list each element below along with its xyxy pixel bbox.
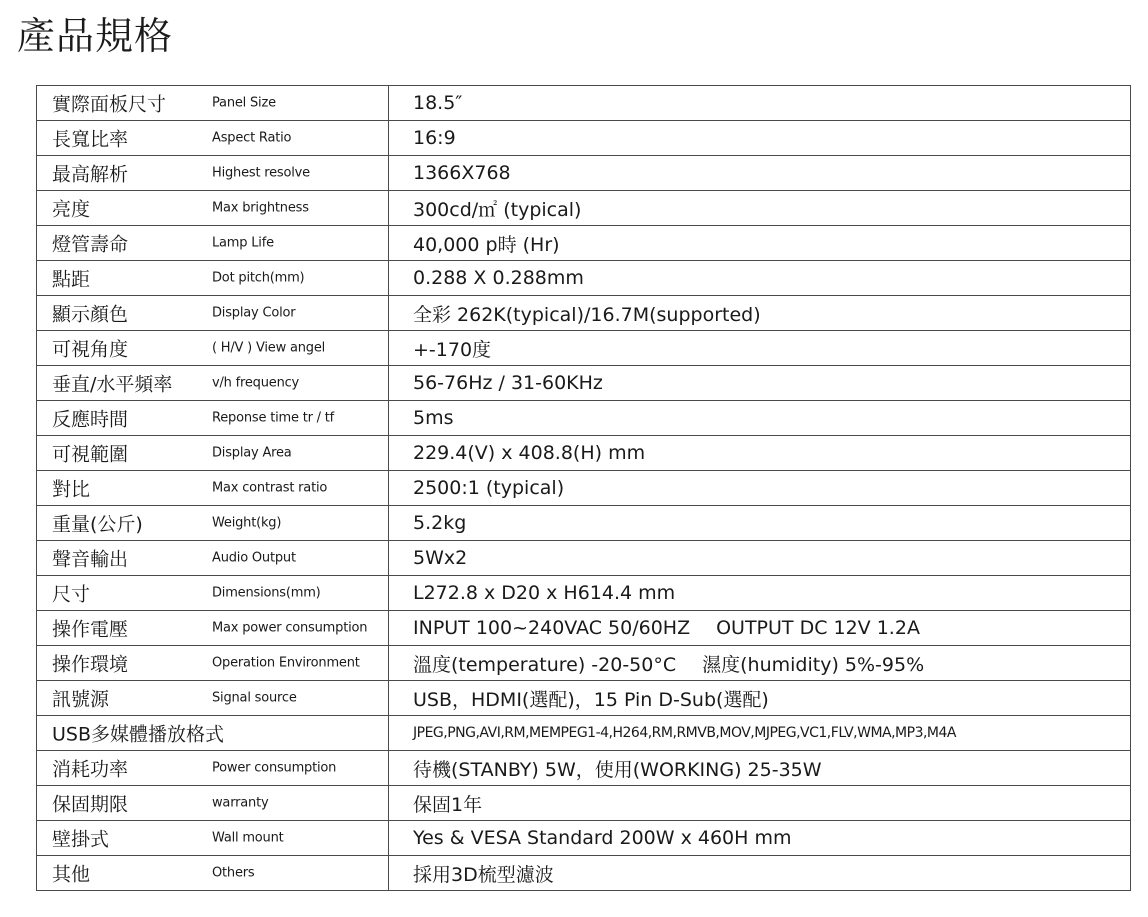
- spec-row-resolution: [37, 156, 1131, 191]
- spec-label-zh: 操作環境: [52, 653, 129, 676]
- spec-label: [37, 646, 389, 681]
- spec-label-en: Audio Output: [212, 550, 296, 566]
- spec-value: 採用3D梳型濾波: [389, 856, 1131, 891]
- spec-row-dimensions: [37, 576, 1131, 611]
- spec-label-en: Operation Environment: [212, 655, 360, 671]
- spec-label-en: Weight(kg): [212, 515, 282, 531]
- spec-label-zh: USB多媒體播放格式: [52, 723, 225, 746]
- spec-row-audio-output: [37, 541, 1131, 576]
- spec-label-en: Dot pitch(mm): [212, 270, 305, 286]
- spec-label-zh: 最高解析: [52, 163, 129, 186]
- page-title: 產品規格: [17, 14, 174, 58]
- spec-row-weight: [37, 506, 1131, 541]
- spec-value: 5.2kg: [389, 506, 1131, 541]
- spec-value: 0.288 X 0.288mm: [389, 261, 1131, 296]
- spec-label-zh: 訊號源: [52, 688, 110, 711]
- spec-row-dot-pitch: [37, 261, 1131, 296]
- spec-label-en: Others: [212, 865, 255, 881]
- spec-label-zh: 其他: [52, 863, 91, 886]
- spec-value: [389, 646, 1131, 681]
- spec-value: L272.8 x D20 x H614.4 mm: [389, 576, 1131, 611]
- spec-label: [37, 856, 389, 891]
- spec-row-operation-environment: [37, 646, 1131, 681]
- spec-value: 300cd/㎡ (typical): [389, 191, 1131, 226]
- spec-label-en: Display Area: [212, 445, 292, 461]
- spec-value: USB，HDMI(選配)，15 Pin D-Sub(選配): [389, 681, 1131, 716]
- spec-label-zh: 尺寸: [52, 583, 91, 606]
- spec-label-en: ( H/V ) View angel: [212, 340, 326, 356]
- spec-row-others: [37, 856, 1131, 891]
- spec-label-zh: 長寬比率: [52, 128, 129, 151]
- spec-label-en: warranty: [212, 795, 269, 811]
- spec-value: 保固1年: [389, 786, 1131, 821]
- spec-label: [37, 261, 389, 296]
- spec-value: 56-76Hz / 31-60KHz: [389, 366, 1131, 401]
- spec-value: 5Wx2: [389, 541, 1131, 576]
- spec-label-zh: 實際面板尺寸: [52, 93, 167, 116]
- spec-label-en: Panel Size: [212, 95, 276, 111]
- spec-label-en: Max contrast ratio: [212, 480, 328, 496]
- spec-label-en: Max power consumption: [212, 620, 368, 636]
- spec-value: 40,000 p時 (Hr): [389, 226, 1131, 261]
- spec-label: [37, 541, 389, 576]
- spec-value: +-170度: [389, 331, 1131, 366]
- spec-label-en: Wall mount: [212, 830, 284, 846]
- spec-label-en: Highest resolve: [212, 165, 310, 181]
- spec-row-contrast: [37, 471, 1131, 506]
- spec-row-response-time: [37, 401, 1131, 436]
- spec-label-en: Reponse time tr / tf: [212, 410, 335, 426]
- spec-label: [37, 716, 389, 751]
- spec-label: [37, 471, 389, 506]
- spec-label-en: v/h frequency: [212, 375, 300, 391]
- spec-label-zh: 聲音輸出: [52, 548, 129, 571]
- spec-label-en: Aspect Ratio: [212, 130, 292, 146]
- spec-label-zh: 消耗功率: [52, 758, 129, 781]
- spec-label: [37, 576, 389, 611]
- spec-row-view-angle: [37, 331, 1131, 366]
- spec-label: [37, 401, 389, 436]
- spec-label-en: Power consumption: [212, 760, 337, 776]
- spec-label: [37, 331, 389, 366]
- spec-value: Yes & VESA Standard 200W x 460H mm: [389, 821, 1131, 856]
- spec-value: JPEG,PNG,AVI,RM,MEMPEG1-4,H264,RM,RMVB,MOV,MJPEG,VC1,FLV,WMA,MP3,M4A: [389, 716, 1131, 751]
- spec-label: [37, 436, 389, 471]
- spec-label-zh: 可視角度: [52, 338, 129, 361]
- spec-value: 5ms: [389, 401, 1131, 436]
- spec-value-temperature: 溫度(temperature) -20-50°C: [413, 653, 677, 676]
- spec-row-power-consumption: [37, 751, 1131, 786]
- spec-label: [37, 121, 389, 156]
- spec-label: [37, 86, 389, 121]
- spec-value: 16:9: [389, 121, 1131, 156]
- spec-label: [37, 226, 389, 261]
- spec-row-lamp-life: [37, 226, 1131, 261]
- spec-label: [37, 366, 389, 401]
- spec-label-zh: 保固期限: [52, 793, 129, 816]
- spec-row-display-area: [37, 436, 1131, 471]
- spec-value: 待機(STANBY) 5W，使用(WORKING) 25-35W: [389, 751, 1131, 786]
- spec-label-zh: 點距: [52, 268, 91, 291]
- spec-row-brightness: [37, 191, 1131, 226]
- spec-table: [36, 85, 1131, 891]
- spec-label-zh: 壁掛式: [52, 828, 110, 851]
- spec-label-zh: 亮度: [52, 198, 91, 221]
- spec-label-zh: 可視範圍: [52, 443, 129, 466]
- spec-label: [37, 751, 389, 786]
- spec-row-warranty: [37, 786, 1131, 821]
- spec-value: 229.4(V) x 408.8(H) mm: [389, 436, 1131, 471]
- spec-row-power-voltage: [37, 611, 1131, 646]
- spec-value: 2500:1 (typical): [389, 471, 1131, 506]
- spec-value-output: OUTPUT DC 12V 1.2A: [716, 617, 920, 639]
- spec-label: [37, 296, 389, 331]
- spec-row-display-color: [37, 296, 1131, 331]
- spec-label-zh: 反應時間: [52, 408, 129, 431]
- spec-label-en: Signal source: [212, 690, 297, 706]
- spec-label-zh: 操作電壓: [52, 618, 129, 641]
- spec-label-zh: 重量(公斤): [52, 513, 143, 536]
- spec-label-zh: 對比: [52, 478, 91, 501]
- spec-value: 18.5″: [389, 86, 1131, 121]
- spec-label: [37, 786, 389, 821]
- spec-row-wall-mount: [37, 821, 1131, 856]
- spec-label: [37, 821, 389, 856]
- spec-row-aspect-ratio: [37, 121, 1131, 156]
- spec-label-zh: 顯示顏色: [52, 303, 129, 326]
- spec-row-frequency: [37, 366, 1131, 401]
- spec-label: [37, 156, 389, 191]
- spec-label-en: Dimensions(mm): [212, 585, 321, 601]
- spec-value-humidity: 濕度(humidity) 5%-95%: [702, 653, 925, 676]
- spec-label-en: Display Color: [212, 305, 296, 321]
- spec-row-signal-source: [37, 681, 1131, 716]
- spec-label: [37, 506, 389, 541]
- spec-row-usb-formats: [37, 716, 1131, 751]
- spec-label: [37, 191, 389, 226]
- spec-label-en: Max brightness: [212, 200, 309, 216]
- spec-label: [37, 611, 389, 646]
- spec-label-zh: 燈管壽命: [52, 233, 129, 256]
- spec-value: [389, 611, 1131, 646]
- spec-label: [37, 681, 389, 716]
- spec-label-zh: 垂直/水平頻率: [52, 373, 173, 396]
- spec-row-panel-size: [37, 86, 1131, 121]
- spec-label-en: Lamp Life: [212, 235, 274, 251]
- spec-value: 全彩 262K(typical)/16.7M(supported): [389, 296, 1131, 331]
- spec-value-input: INPUT 100~240VAC 50/60HZ: [413, 617, 691, 639]
- spec-value: 1366X768: [389, 156, 1131, 191]
